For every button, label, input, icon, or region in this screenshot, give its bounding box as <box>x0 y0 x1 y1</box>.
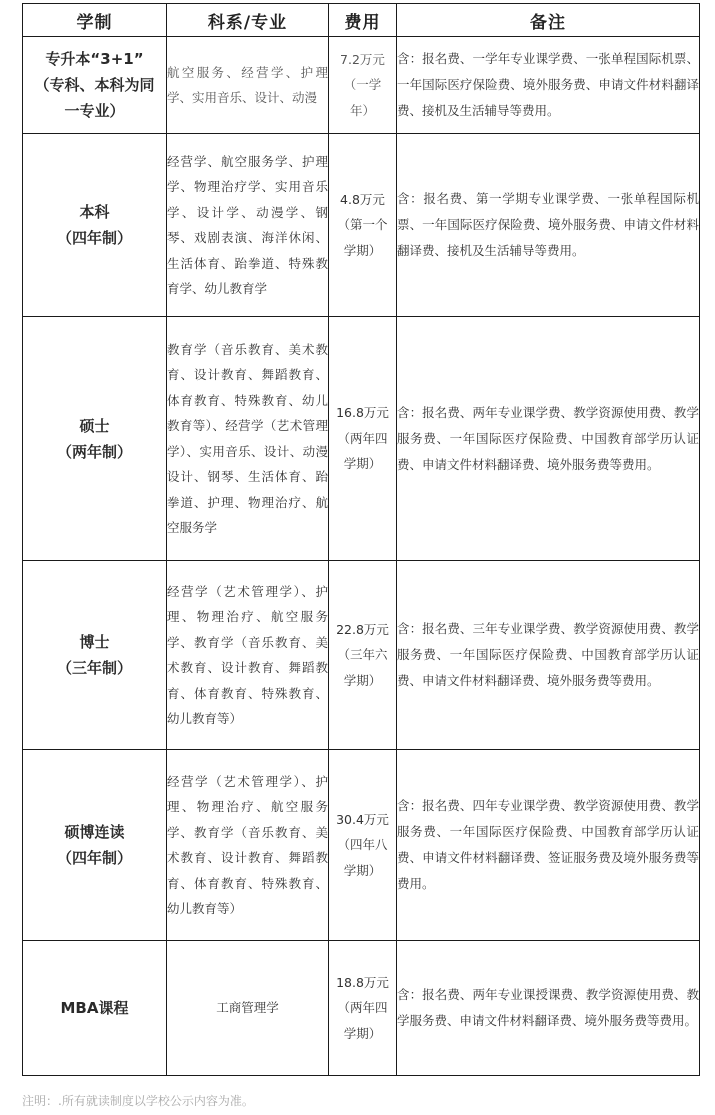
fee-amount: 30.4万元 <box>336 811 389 827</box>
notes-cell: 含：报名费、四年专业课学费、教学资源使用费、教学服务费、一年国际医疗保险费、中国教育部学历认证费、申请文件材料翻译费、签证服务费及境外服务费等费用。 <box>397 750 700 941</box>
table-row-upgrade-3plus1 <box>23 37 700 134</box>
fee-cell <box>329 37 397 134</box>
fee-period: （两年四 <box>337 1000 388 1016</box>
program-cell <box>23 317 167 561</box>
program-cell <box>23 941 167 1076</box>
table-row-mba <box>23 941 700 1076</box>
header-fee: 费用 <box>329 4 397 37</box>
program-name: MBA课程 <box>60 999 129 1017</box>
program-name: 硕士 <box>79 416 110 435</box>
header-majors: 科系/专业 <box>167 4 329 37</box>
notes-cell: 含：报名费、一学年专业课学费、一张单程国际机票、一年国际医疗保险费、境外服务费、申请文件材料翻译费、接机及生活辅导等费用。 <box>397 37 700 134</box>
table-row-doctorate <box>23 561 700 750</box>
notes-cell: 含：报名费、第一学期专业课学费、一张单程国际机票、一年国际医疗保险费、境外服务费、申请文件材料翻译费、接机及生活辅导等费用。 <box>397 134 700 317</box>
program-name: 专升本“3+1” <box>45 50 144 68</box>
footnote: 注明：.所有就读制度以学校公示内容为准。 <box>22 1094 254 1108</box>
fee-period: 学期） <box>343 242 382 258</box>
fee-period: 学期） <box>343 672 382 688</box>
notes-cell: 含：报名费、两年专业课授课费、教学资源使用费、教学服务费、申请文件材料翻译费、境外服务费等费用。 <box>397 941 700 1076</box>
majors-cell: 教育学（音乐教育、美术教育、设计教育、舞蹈教育、体育教育、特殊教育、幼儿教育等）、经营学（艺术管理学）、实用音乐、设计、动漫设计、钢琴、生活体育、跆拳道、护理、物理治疗、航空服务学 <box>167 317 329 561</box>
fee-period: 学期） <box>343 456 382 472</box>
fee-period: （四年八 <box>337 837 388 853</box>
program-cell <box>23 750 167 941</box>
fee-period: （三年六 <box>337 647 388 663</box>
program-name: 博士 <box>79 633 110 651</box>
fee-amount: 16.8万元 <box>336 405 389 421</box>
fee-cell <box>329 561 397 750</box>
fee-period: （一学 <box>343 77 382 93</box>
program-detail: （专科、本科为同 <box>34 76 155 94</box>
program-name: 硕博连读 <box>64 823 125 841</box>
majors-cell: 工商管理学 <box>167 941 329 1076</box>
table-header-row <box>23 4 700 37</box>
fee-cell <box>329 317 397 561</box>
program-detail: （四年制） <box>56 229 132 247</box>
majors-cell: 经营学、航空服务学、护理学、物理治疗学、实用音乐学、设计学、动漫学、钢琴、戏剧表演、海洋休闲、生活体育、跆拳道、特殊教育学、幼儿教育学 <box>167 134 329 317</box>
header-notes: 备注 <box>397 4 700 37</box>
fee-period: （第一个 <box>337 217 388 233</box>
majors-cell: 航空服务、经营学、护理学、实用音乐、设计、动漫 <box>167 37 329 134</box>
tuition-fee-table <box>22 3 700 1076</box>
fee-period: 学期） <box>343 862 382 878</box>
program-name: 本科 <box>79 203 110 221</box>
fee-cell <box>329 750 397 941</box>
program-cell <box>23 37 167 134</box>
fee-amount: 22.8万元 <box>336 621 389 637</box>
majors-cell: 经营学（艺术管理学）、护理、物理治疗、航空服务学、教育学（音乐教育、美术教育、设计教育、舞蹈教育、体育教育、特殊教育、幼儿教育等） <box>167 561 329 750</box>
fee-amount: 4.8万元 <box>340 191 385 207</box>
notes-cell: 含：报名费、三年专业课学费、教学资源使用费、教学服务费、一年国际医疗保险费、中国教育部学历认证费、申请文件材料翻译费、境外服务费等费用。 <box>397 561 700 750</box>
fee-period: 学期） <box>343 1025 382 1041</box>
notes-cell: 含：报名费、两年专业课学费、教学资源使用费、教学服务费、一年国际医疗保险费、中国教育部学历认证费、申请文件材料翻译费、境外服务费等费用。 <box>397 317 700 561</box>
fee-cell <box>329 134 397 317</box>
program-detail: 一专业） <box>64 102 125 120</box>
fee-cell <box>329 941 397 1076</box>
majors-cell: 经营学（艺术管理学）、护理、物理治疗、航空服务学、教育学（音乐教育、美术教育、设计教育、舞蹈教育、体育教育、特殊教育、幼儿教育等） <box>167 750 329 941</box>
header-program: 学制 <box>23 4 167 37</box>
fee-period: （两年四 <box>337 430 388 446</box>
program-detail: （三年制） <box>56 659 132 677</box>
fee-amount: 18.8万元 <box>336 974 389 990</box>
table-row-master-doctorate <box>23 750 700 941</box>
program-detail: （四年制） <box>56 849 132 867</box>
table-row-master <box>23 317 700 561</box>
table-row-bachelor <box>23 134 700 317</box>
program-detail: （两年制） <box>56 442 132 461</box>
fee-amount: 7.2万元 <box>340 51 385 67</box>
program-cell <box>23 134 167 317</box>
fee-period: 年） <box>349 102 375 118</box>
program-cell <box>23 561 167 750</box>
